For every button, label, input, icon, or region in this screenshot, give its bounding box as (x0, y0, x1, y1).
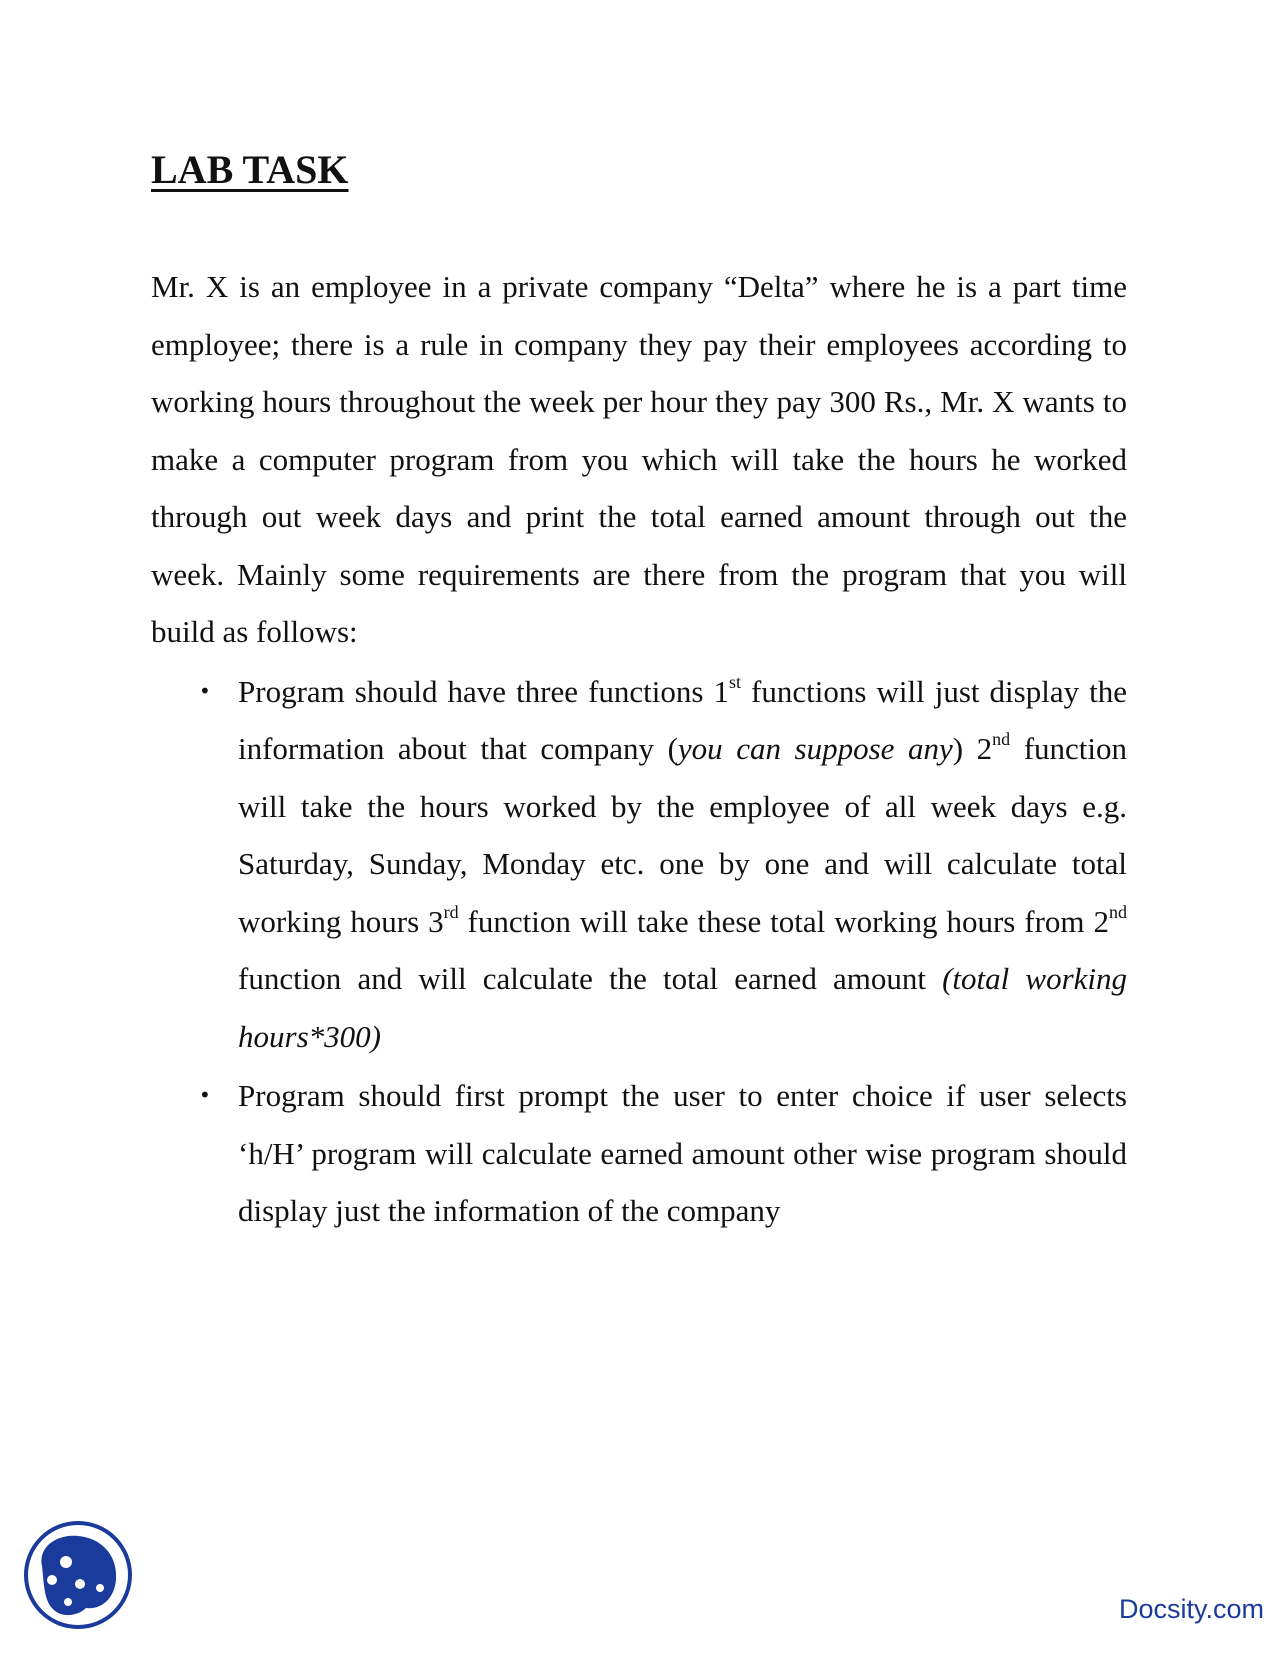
superscript: rd (443, 901, 459, 922)
italic-text: (total working hours*300) (238, 961, 1128, 1054)
bullet-icon: • (199, 678, 211, 703)
docsity-brand-link[interactable]: Docsity.com (1118, 1594, 1264, 1624)
intro-paragraph: Mr. X is an employee in a private company “Delta” where he is a part time employee; there is a rule in company they pay their employees according to working hours throughout the week per hour they pay 300 Rs., Mr. X wants to make a computer program from you which will take the hours he worked through out week days and print the total earned amount through out the week. Mainly some requirements are there from the program that you will build as follows: (151, 269, 1127, 649)
docsity-logo-icon[interactable] (22, 1518, 134, 1632)
req1-text: Program should have three functions 1 (238, 673, 729, 709)
page-title: LAB TASK (151, 147, 349, 192)
document-body (151, 258, 1127, 1242)
list-item (199, 663, 1128, 1066)
bullet-icon: • (199, 1083, 211, 1107)
req2-text: Program should first prompt the user to enter choice if user selects ‘h/H’ program will calculate earned amount other wise program should display just the information of the company (238, 1078, 1127, 1228)
req1-text: ) 2 (952, 731, 993, 766)
req1-text: functions will just display the information about that company ( (238, 673, 1128, 766)
italic-text: you can suppose any (677, 731, 953, 766)
superscript: nd (1109, 901, 1127, 922)
requirements-list (151, 663, 1127, 1240)
req1-text: function and will calculate the total earned amount (238, 961, 943, 996)
list-item (199, 1067, 1127, 1240)
superscript: st (728, 671, 741, 692)
req1-text: function will take these total working hours from 2 (458, 903, 1109, 939)
superscript: nd (992, 729, 1011, 749)
req1-text: function will take the hours worked by the employee of all week days e.g. Saturday, Sunday, Monday etc. one by one and will calculate total working hours 3 (238, 731, 1128, 939)
